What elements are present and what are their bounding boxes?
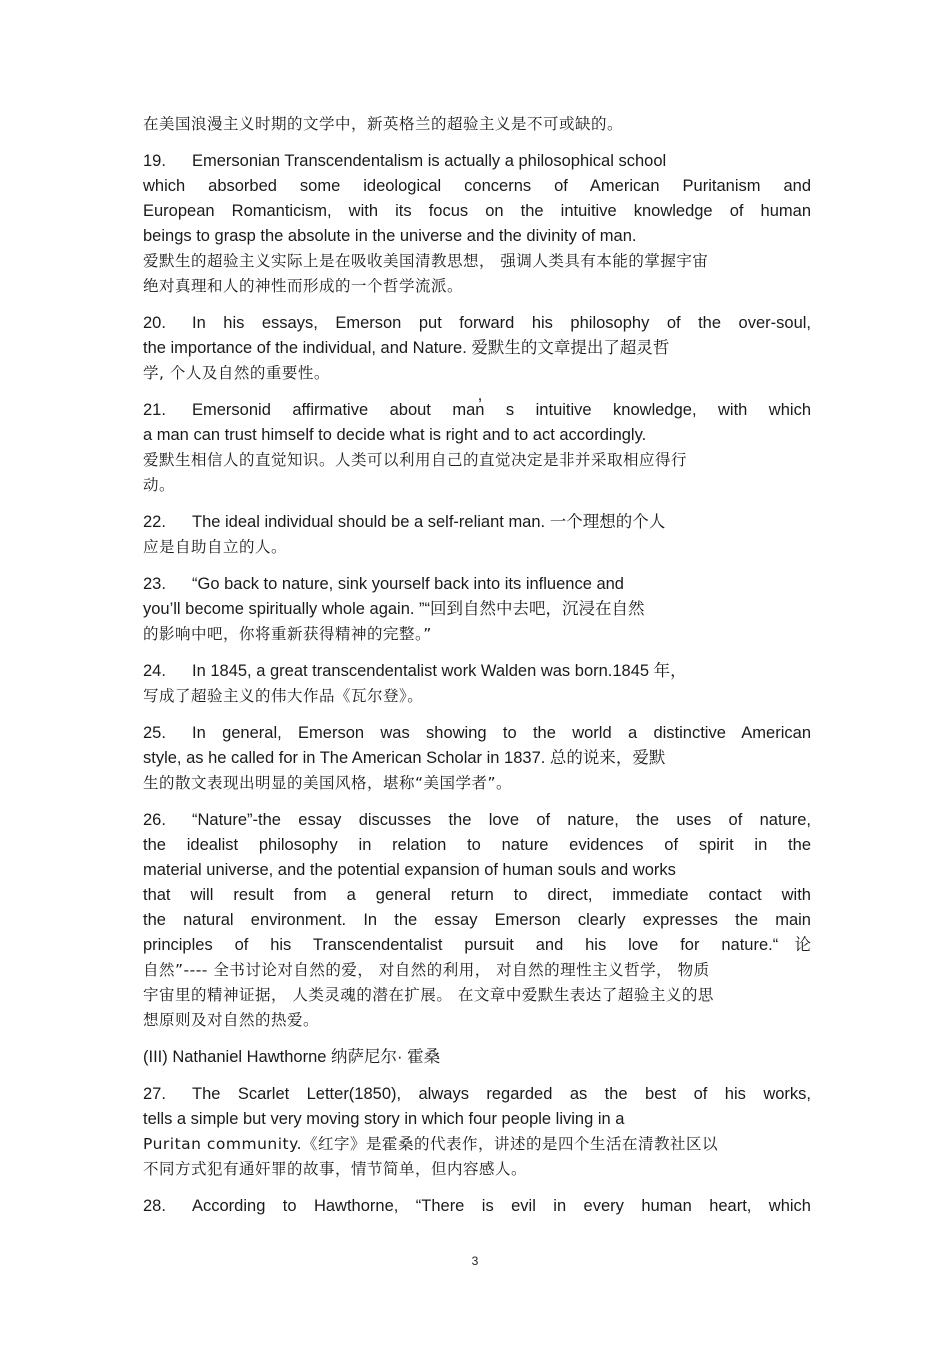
list-item-24 <box>143 659 811 709</box>
list-item-26 <box>143 808 811 1033</box>
item-text-line: a man can trust himself to decide what is right and to act accordingly. <box>143 426 647 444</box>
item-number: 20. <box>143 314 166 332</box>
item-text-line: “Go back to nature, sink yourself back into its influence and <box>192 575 624 593</box>
intro-line: 在美国浪漫主义时期的文学中，新英格兰的超验主义是不可或缺的。 <box>143 115 624 133</box>
list-item-22 <box>143 510 811 560</box>
item-number: 25. <box>143 724 166 742</box>
item-number: 27. <box>143 1085 166 1103</box>
list-item-19 <box>143 149 811 299</box>
item-translation-line: 绝对真理和人的神性而形成的一个哲学流派。 <box>143 277 464 295</box>
page-content <box>143 112 811 1231</box>
list-item-28 <box>143 1194 811 1219</box>
item-number: 24. <box>143 662 166 680</box>
item-number: 19. <box>143 152 166 170</box>
list-item-27 <box>143 1082 811 1182</box>
item-text-line: Emersonid affirmative about man̓ s intuitive knowledge, with which <box>192 401 811 419</box>
item-number: 22. <box>143 513 166 531</box>
item-number: 28. <box>143 1197 166 1215</box>
item-text-line: “Nature”-the essay discusses the love of nature, the uses of nature, <box>192 811 811 829</box>
item-translation-line: 爱默生的超验主义实际上是在吸收美国清教思想， 强调人类具有本能的掌握宇宙 <box>143 252 709 270</box>
item-text-line: which absorbed some ideological concerns of American Puritanism and <box>143 177 811 195</box>
item-text-line: the idealist philosophy in relation to nature evidences of spirit in the <box>143 836 811 854</box>
item-text-line: beings to grasp the absolute in the universe and the divinity of man. <box>143 227 637 245</box>
item-text-line: In general, Emerson was showing to the world a distinctive American <box>192 724 811 742</box>
list-item-20 <box>143 311 811 386</box>
page-number: 3 <box>471 1254 479 1268</box>
item-number: 21. <box>143 401 166 419</box>
item-text-line: the natural environment. In the essay Emerson clearly expresses the main <box>143 911 811 929</box>
item-text-line: Puritan community.《红字》是霍桑的代表作，讲述的是四个生活在清教社区以 <box>143 1135 719 1153</box>
item-text-line: Emersonian Transcendentalism is actually a philosophical school <box>192 152 667 170</box>
item-text-line: According to Hawthorne, “There is evil in every human heart, which <box>192 1197 811 1215</box>
list-item-23 <box>143 572 811 647</box>
item-text-line: In 1845, a great transcendentalist work Walden was born.1845 年， <box>192 662 687 680</box>
item-translation-line: 动。 <box>143 476 176 494</box>
item-translation-line: 想原则及对自然的热爱。 <box>143 1011 320 1029</box>
item-translation-line: 宇宙里的精神证据， 人类灵魂的潜在扩展。 在文章中爱默生表达了超验主义的思 <box>143 986 714 1004</box>
item-translation-line: 学, 个人及自然的重要性。 <box>143 364 330 382</box>
item-text-line: the importance of the individual, and Nature. 爱默生的文章提出了超灵哲 <box>143 339 670 357</box>
item-text-line: you’ll become spiritually whole again. ”“回到自然中去吧，沉浸在自然 <box>143 600 645 618</box>
item-text-line: In his essays, Emerson put forward his philosophy of the over-soul, <box>192 314 811 332</box>
item-translation-line: 写成了超验主义的伟大作品《瓦尔登》。 <box>143 687 424 705</box>
list-item-25 <box>143 721 811 796</box>
list-item-21 <box>143 398 811 498</box>
item-text-line: tells a simple but very moving story in which four people living in a <box>143 1110 625 1128</box>
item-translation-line: 的影响中吧，你将重新获得精神的完整。” <box>143 625 432 643</box>
section-heading: (III) Nathaniel Hawthorne 纳萨尼尔· 霍桑 <box>143 1048 441 1066</box>
item-text-line: material universe, and the potential expansion of human souls and works <box>143 861 676 879</box>
item-text-line: The ideal individual should be a self-reliant man. 一个理想的个人 <box>192 513 666 531</box>
item-translation-line: 生的散文表现出明显的美国风格，堪称“美国学者”。 <box>143 774 513 792</box>
item-translation-line: 应是自助自立的人。 <box>143 538 288 556</box>
item-translation-line: 爱默生相信人的直觉知识。人类可以利用自己的直觉决定是非并采取相应得行 <box>143 451 688 469</box>
item-text-line: style, as he called for in The American Scholar in 1837. 总的说来，爱默 <box>143 749 666 767</box>
item-text-line: European Romanticism, with its focus on the intuitive knowledge of human <box>143 202 811 220</box>
item-text-line: principles of his Transcendentalist pursuit and his love for nature.“论 <box>143 936 811 954</box>
item-number: 26. <box>143 811 166 829</box>
item-number: 23. <box>143 575 166 593</box>
item-translation-line: 不同方式犯有通奸罪的故事，情节简单，但内容感人。 <box>143 1160 528 1178</box>
item-text-line: that will result from a general return to direct, immediate contact with <box>143 886 811 904</box>
item-translation-line: 自然”---- 全书讨论对自然的爱， 对自然的利用， 对自然的理性主义哲学， 物质 <box>143 961 710 979</box>
item-text-line: The Scarlet Letter(1850), always regarded as the best of his works, <box>192 1085 811 1103</box>
